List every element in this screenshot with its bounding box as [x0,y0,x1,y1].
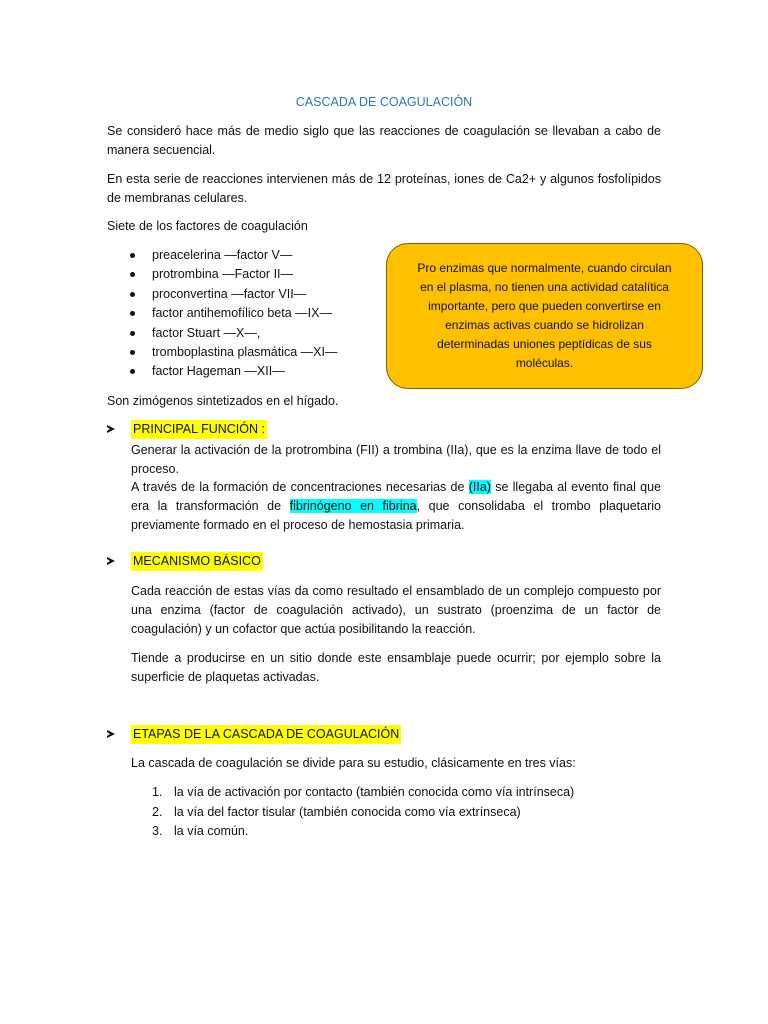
bullet-icon [130,369,135,374]
zymogen-note: Son zimógenos sintetizados en el hígado. [107,394,339,408]
funcion-paragraph-1: Generar la activación de la protrombina (FII) a trombina (IIa), que es la enzima llave de todo el proceso. [131,443,661,476]
bullet-icon [130,253,135,258]
bullet-icon [130,350,135,355]
list-item: tromboplastina plasmática —XI— [128,343,338,362]
highlight-fibrinogeno: fibrinógeno en fibrina [289,499,417,513]
bullet-icon [130,311,135,316]
list-item: proconvertina —factor VII— [128,285,338,304]
arrow-bullet-icon [107,557,115,565]
arrow-bullet-icon [107,730,115,738]
heading-label: MECANISMO BÁSICO [131,552,263,571]
intro-paragraph-2: En esta serie de reacciones intervienen más de 12 proteínas, iones de Ca2+ y algunos fosfolípidos de membranas celulares. [107,172,661,205]
list-item: protrombina —Factor II— [128,265,338,284]
factors-intro: Siete de los factores de coagulación [107,219,308,233]
list-item: 1. la vía de activación por contacto (también conocida como vía intrínseca) [152,785,575,799]
bullet-icon [130,331,135,336]
intro-paragraph-1: Se consideró hace más de medio siglo que las reacciones de coagulación se llevaban a cabo de manera secuencial. [107,124,661,157]
callout-text: Pro enzimas que normalmente, cuando circulan en el plasma, no tienen una actividad catalítica importante, pero que pueden convertirse en enzimas activas cuando se hidrolizan determinadas uniones peptídicas de sus moléculas. [417,261,672,370]
proenzyme-callout [386,243,703,389]
highlight-iia: (IIa) [468,480,491,494]
list-item: 2. la vía del factor tisular (también conocida como vía extrínseca) [152,804,521,819]
mecanismo-paragraph-2: Tiende a producirse en un sitio donde este ensamblaje puede ocurrir; por ejemplo sobre la superficie de plaquetas activadas. [131,651,661,684]
list-item: factor Stuart —X—, [128,324,338,343]
list-item: preacelerina —factor V— [128,246,338,265]
heading-label: ETAPAS DE LA CASCADA DE COAGULACIÓN [131,725,401,744]
mecanismo-paragraph-1: Cada reacción de estas vías da como resultado el ensamblado de un complejo compuesto por una enzima (factor de coagulación activado), un sustrato (proenzima de un factor de coagulación) y un cofactor que actúa posibilitando la reacción. [131,584,661,636]
list-item: factor antihemofílico beta —IX— [128,304,338,323]
bullet-icon [130,292,135,297]
pathways-list [152,783,574,842]
arrow-bullet-icon [107,425,115,433]
etapas-paragraph: La cascada de coagulación se divide para su estudio, clásicamente en tres vías: [131,756,576,770]
factors-list [128,246,338,382]
bullet-icon [130,272,135,277]
list-item: factor Hageman —XII— [128,362,338,381]
document-title: CASCADA DE COAGULACIÓN [295,95,473,109]
heading-label: PRINCIPAL FUNCIÓN : [131,420,267,439]
funcion-paragraph-2: A través de la formación de concentraciones necesarias de (IIa) se llegaba al evento final que era la transformación de fibrinógeno en fibrina, que consolidaba el trombo plaquetario previamente formado en el proceso de hemostasia primaria. [131,480,661,532]
list-item: 3. la vía común. [152,824,249,838]
